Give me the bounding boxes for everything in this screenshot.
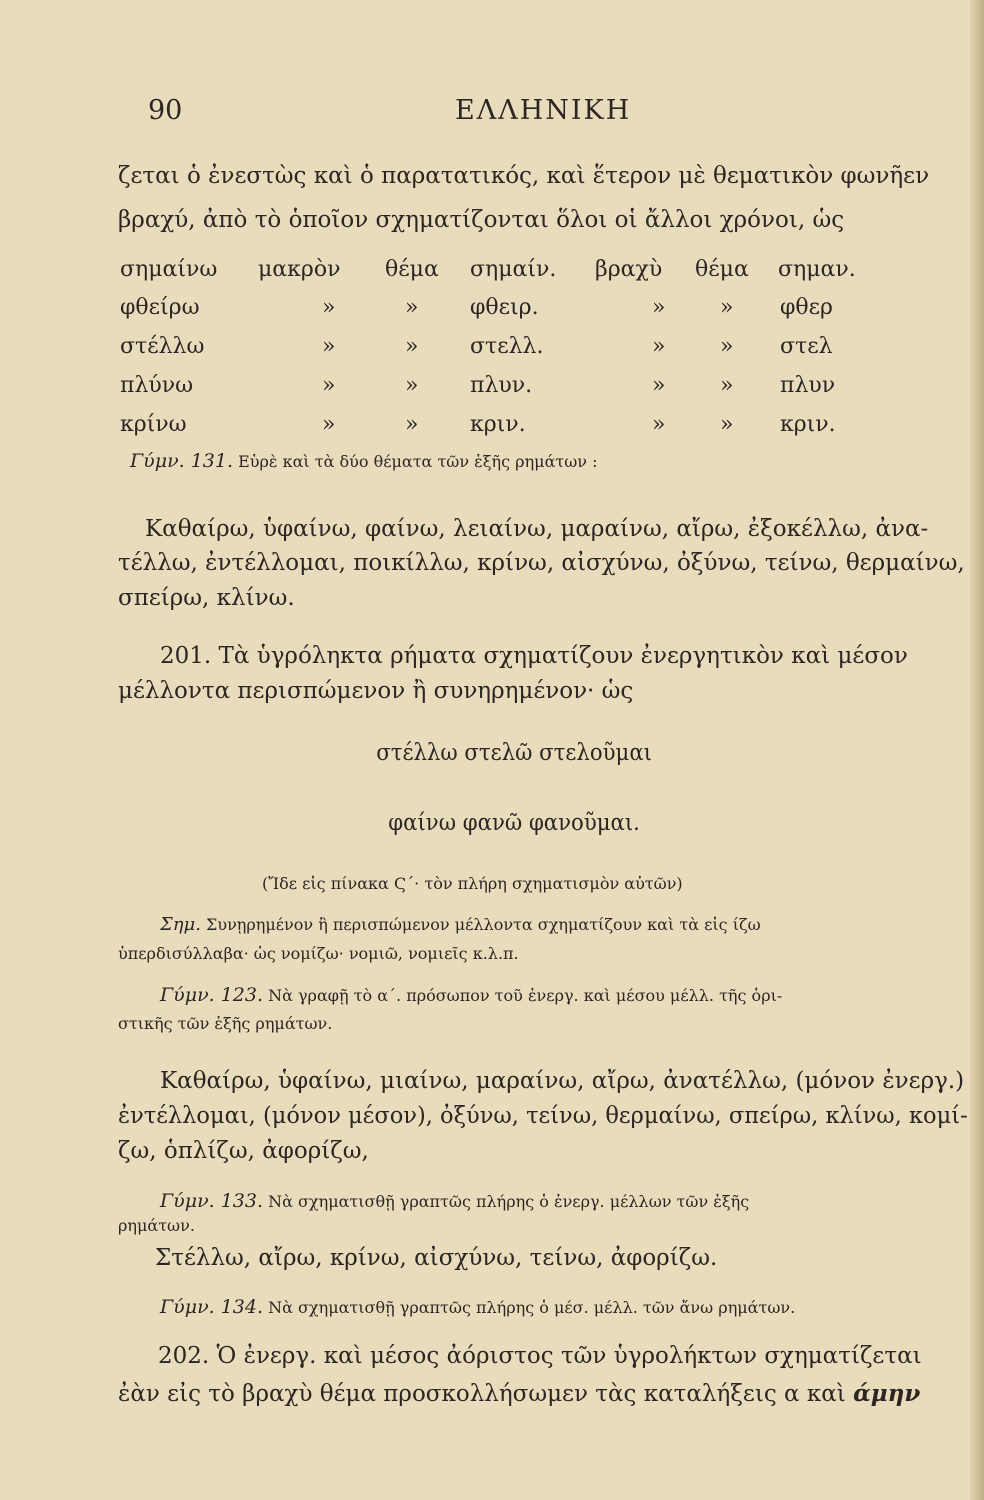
section-201-line-2: μέλλοντα περισπώμενον ἢ συνηρημένον· ὡς (118, 678, 634, 704)
table-cell: σημαν. (778, 257, 856, 282)
exercise-text: Νὰ γραφῇ τὸ α΄. πρόσωπον τοῦ ἐνεργ. καὶ μέσου μέλλ. τῆς ὁρι- (263, 986, 783, 1005)
note-line-2: ὑπερδισύλλαβα· ὡς νομίζω· νομιῶ, νομιεῖς κ.λ.π. (118, 944, 519, 963)
table-cell: στελ (780, 334, 833, 359)
note-text: Συνῃρημένον ἢ περισπώμενον μέλλοντα σχηματίζουν καὶ τὰ εἰς ίζω (200, 915, 761, 934)
table-cell: » (652, 412, 666, 437)
exercise-label: Γύμν. 123. (160, 984, 264, 1006)
page-header (0, 95, 984, 135)
table-cell: πλυν (780, 373, 836, 398)
page-number: 90 (148, 95, 183, 126)
table-cell: » (720, 373, 734, 398)
exercise-text: Νὰ σχηματισθῇ γραπτῶς πλήρης ὁ μέσ. μέλλ. τῶν ἄνω ρημάτων. (263, 1298, 796, 1317)
table-cell: κριν. (780, 412, 836, 437)
running-title: ΕΛΛΗΝΙΚΗ (455, 95, 632, 126)
table-cell: σημαίν. (470, 257, 557, 282)
table-cell: » (322, 412, 336, 437)
table-cell: » (405, 412, 419, 437)
table-cell: » (720, 295, 734, 320)
forms-line-1: στέλλω στελῶ στελοῦμαι (376, 740, 653, 766)
para2-line-1: Καθαίρω, ὑφαίνω, μιαίνω, μαραίνω, αἴρω, ἀνατέλλω, (μόνον ἐνεργ.) (160, 1068, 965, 1094)
note-label: Σημ. (160, 914, 201, 935)
table-cell: μακρὸν (258, 257, 341, 282)
section-201-line-1: 201. Τὰ ὑγρόληκτα ρήματα σχηματίζουν ἐνεργητικὸν καὶ μέσον (160, 643, 908, 669)
table-cell: » (720, 412, 734, 437)
table-cell: θέμα (695, 257, 749, 282)
table-cell: βραχὺ (595, 257, 663, 282)
table-cell: » (652, 334, 666, 359)
para2-line-2: ἐντέλλομαι, (μόνον μέσον), ὀξύνω, τείνω, θερμαίνω, σπείρω, κλίνω, κομί- (118, 1103, 968, 1129)
intro-line-2: βραχύ, ἀπὸ τὸ ὁποῖον σχηματίζονται ὅλοι οἱ ἄλλοι χρόνοι, ὡς (118, 207, 845, 233)
exercise-text: Νὰ σχηματισθῇ γραπτῶς πλήρης ὁ ἐνεργ. μέλλων τῶν ἑξῆς (263, 1192, 750, 1211)
table-cell: σημαίνω (120, 257, 218, 282)
table-cell: » (322, 295, 336, 320)
table-cell: φθείρω (120, 295, 200, 320)
exercise-131 (130, 450, 597, 472)
exercise-123-line-2: στικῆς τῶν ἑξῆς ρημάτων. (118, 1014, 333, 1033)
exercise-label: Γύμν. 131. (130, 450, 234, 472)
table-cell: θέμα (385, 257, 439, 282)
exercise-133 (160, 1190, 749, 1212)
exercise-text: Εὑρὲ καὶ τὰ δύο θέματα τῶν ἑξῆς ρημάτων : (233, 452, 598, 471)
table-row (0, 373, 984, 409)
table-cell: » (322, 373, 336, 398)
table-cell: » (405, 334, 419, 359)
section-202-text: ἐὰν εἰς τὸ βραχὺ θέμα προσκολλήσωμεν τὰς καταλήξεις α καὶ (118, 1381, 846, 1407)
exercise-label: Γύμν. 133. (160, 1190, 264, 1212)
exercise-123 (160, 984, 782, 1006)
table-cell: στελλ. (470, 334, 544, 359)
table-cell: » (405, 373, 419, 398)
table-cell: κριν. (470, 412, 526, 437)
table-row (0, 295, 984, 331)
table-row (0, 257, 984, 293)
note-line-1 (160, 914, 761, 935)
page-edge (970, 0, 984, 1500)
table-row (0, 412, 984, 448)
table-cell: πλύνω (120, 373, 194, 398)
table-row (0, 334, 984, 370)
table-cell: φθειρ. (470, 295, 539, 320)
exercise-label: Γύμν. 134. (160, 1296, 264, 1318)
para1-line-3: σπείρω, κλίνω. (118, 585, 295, 611)
table-cell: » (322, 334, 336, 359)
intro-line-1: ζεται ὁ ἐνεστὼς καὶ ὁ παρατατικός, καὶ ἕτερον μὲ θεματικὸν φωνῆεν (118, 163, 930, 189)
para1-line-1: Καθαίρω, ὑφαίνω, φαίνω, λειαίνω, μαραίνω, αἴρω, ἐξοκέλλω, ἀνα- (145, 516, 929, 542)
table-cell: » (405, 295, 419, 320)
table-cell: » (652, 295, 666, 320)
exercise-134 (160, 1296, 795, 1318)
table-cell: » (652, 373, 666, 398)
table-cell: κρίνω (120, 412, 187, 437)
ending-amen: άμην (853, 1380, 921, 1407)
table-cell: στέλλω (120, 334, 205, 359)
table-cell: πλυν. (470, 373, 533, 398)
para3: Στέλλω, αἴρω, κρίνω, αἰσχύνω, τείνω, ἀφορίζω. (155, 1245, 718, 1271)
see-table-note: (Ἴδε εἰς πίνακα Ϛ΄· τὸν πλήρη σχηματισμὸν αὐτῶν) (262, 874, 683, 893)
forms-line-2: φαίνω φανῶ φανοῦμαι. (388, 810, 640, 836)
section-202-line-2 (118, 1380, 920, 1407)
exercise-133-line-2: ρημάτων. (118, 1216, 195, 1235)
table-cell: φθερ (780, 295, 833, 320)
para1-line-2: τέλλω, ἐντέλλομαι, ποικίλλω, κρίνω, αἰσχύνω, ὀξύνω, τείνω, θερμαίνω, (118, 550, 965, 576)
table-cell: » (720, 334, 734, 359)
section-202-line-1: 202. Ὁ ἐνεργ. καὶ μέσος ἀόριστος τῶν ὑγρολήκτων σχηματίζεται (158, 1343, 922, 1369)
para2-line-3: ζω, ὁπλίζω, ἀφορίζω, (118, 1138, 369, 1164)
